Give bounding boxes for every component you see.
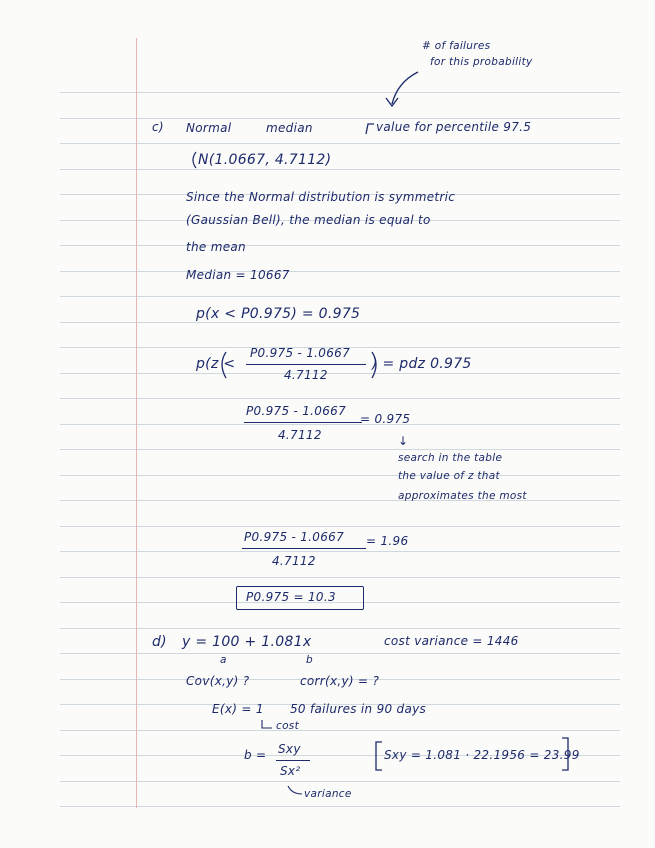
symmetric-line-2: (Gaussian Bell), the median is equal to: [186, 213, 431, 227]
sxy-equation: Sxy = 1.081 · 22.1956 = 23.99: [384, 748, 580, 762]
final-numerator: P0.975 - 1.0667: [244, 530, 345, 544]
coef-b: b: [306, 654, 313, 666]
distribution: N(1.0667, 4.7112): [198, 152, 332, 168]
regression-equation: y = 100 + 1.081x: [182, 634, 312, 650]
step-denominator: 4.7112: [278, 428, 322, 442]
search-line-1: search in the table: [398, 452, 503, 464]
z-prefix: p(z <: [196, 356, 236, 372]
heading-median: median: [266, 121, 313, 135]
final-fraction-bar: [242, 548, 366, 549]
expectation: E(x) = 1: [212, 702, 264, 716]
final-denominator: 4.7112: [272, 554, 316, 568]
answer: P0.975 = 10.3: [246, 590, 336, 604]
annotation-line-2: for this probability: [430, 56, 533, 68]
z-numerator: P0.975 - 1.0667: [250, 346, 351, 360]
b-formula-prefix: b =: [244, 748, 267, 762]
step-result: = 0.975: [360, 412, 411, 426]
symmetric-line-1: Since the Normal distribution is symmetric: [186, 190, 456, 204]
z-denominator: 4.7112: [284, 368, 328, 382]
step-numerator: P0.975 - 1.0667: [246, 404, 347, 418]
search-line-3: approximates the most: [398, 490, 527, 502]
z-fraction-bar: [246, 364, 366, 365]
cost-label: cost: [276, 720, 299, 732]
failures: 50 failures in 90 days: [290, 702, 427, 716]
b-numerator: Sxy: [278, 742, 301, 756]
search-line-2: the value of z that: [398, 470, 500, 482]
b-denominator: Sx²: [280, 764, 301, 778]
covariance: Cov(x,y) ?: [186, 674, 250, 688]
part-c-label: c): [152, 120, 164, 134]
heading-normal: Normal: [186, 121, 232, 135]
arrow-down: ↓: [398, 434, 409, 448]
z-suffix: ) = pdz 0.975: [372, 356, 472, 372]
coef-a: a: [220, 654, 227, 666]
median-value: Median = 10667: [186, 268, 290, 282]
correlation: corr(x,y) = ?: [300, 674, 380, 688]
annotation-line-1: # of failures: [422, 40, 491, 52]
b-fraction-bar: [276, 760, 310, 761]
symmetric-line-3: the mean: [186, 240, 246, 254]
part-d-label: d): [152, 634, 167, 650]
heading-value: value for percentile 97.5: [376, 120, 532, 134]
cost-variance: cost variance = 1446: [384, 634, 519, 648]
prob-statement: p(x < P0.975) = 0.975: [196, 306, 361, 322]
variance-label: variance: [304, 788, 352, 800]
step-fraction-bar: [244, 422, 362, 423]
final-result: = 1.96: [366, 534, 409, 548]
